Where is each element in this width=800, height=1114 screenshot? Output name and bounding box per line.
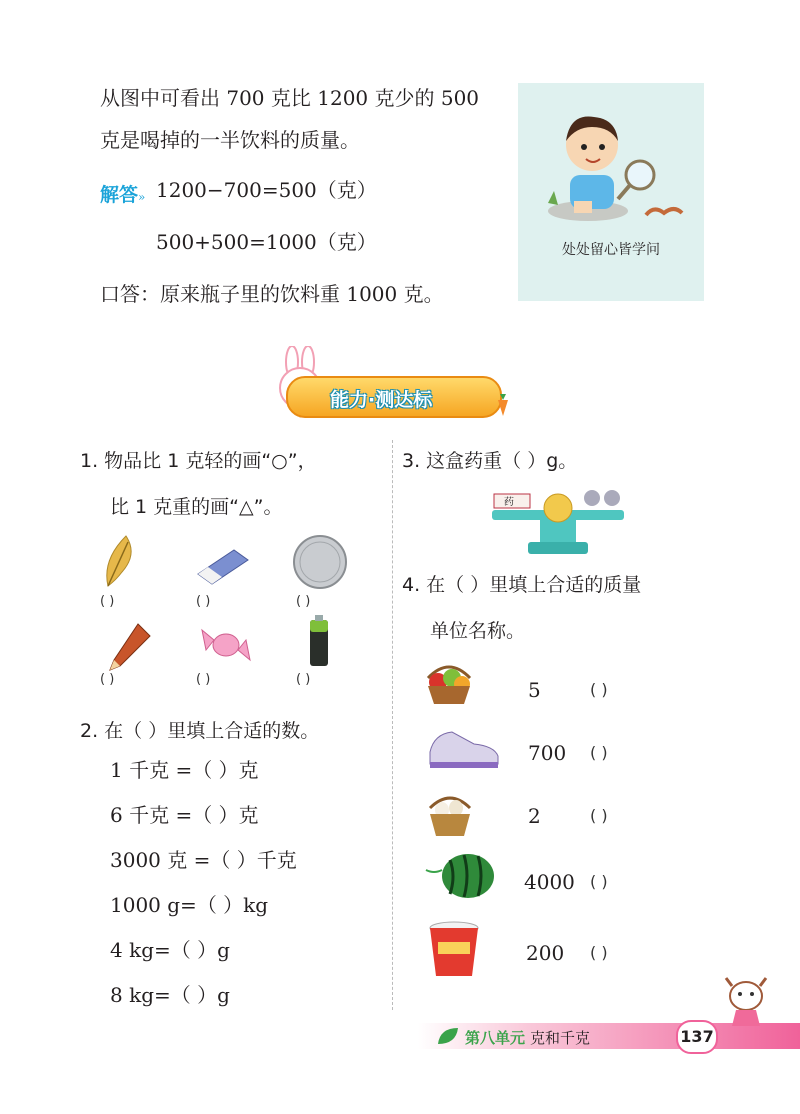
side-caption: 处处留心皆学问 bbox=[562, 242, 660, 258]
q4-answer-paren[interactable]: ( ) bbox=[590, 806, 608, 825]
q1-answer-paren[interactable]: ( ) bbox=[296, 672, 311, 687]
side-panel bbox=[518, 83, 704, 301]
q1-answer-paren[interactable]: ( ) bbox=[296, 594, 311, 609]
noodle-cup-icon bbox=[428, 920, 480, 978]
q1-answer-paren[interactable]: ( ) bbox=[196, 672, 211, 687]
q4-answer-paren[interactable]: ( ) bbox=[590, 680, 608, 699]
battery-icon bbox=[306, 614, 332, 668]
text-line-1: 从图中可看出 700 克比 1200 克少的 500 bbox=[100, 86, 480, 110]
leaf-icon bbox=[436, 1026, 460, 1046]
q2-row[interactable]: 4 kg=（ ）g bbox=[110, 938, 230, 962]
page-number: 137 bbox=[676, 1020, 718, 1054]
cow-mascot-icon bbox=[716, 976, 776, 1028]
equation-2: 500+500=1000（克） bbox=[156, 230, 377, 254]
q4-answer-paren[interactable]: ( ) bbox=[590, 872, 608, 891]
carrot-icon bbox=[494, 394, 512, 416]
q4-answer-paren[interactable]: ( ) bbox=[590, 943, 608, 962]
q2-row[interactable]: 8 kg=（ ）g bbox=[110, 983, 230, 1007]
sneaker-icon bbox=[424, 722, 502, 772]
q4-answer-paren[interactable]: ( ) bbox=[590, 743, 608, 762]
fruit-basket-icon bbox=[424, 654, 474, 706]
text-line-2: 克是喝掉的一半饮料的质量。 bbox=[100, 128, 360, 152]
q1-answer-paren[interactable]: ( ) bbox=[100, 594, 115, 609]
coin-icon bbox=[292, 534, 348, 590]
watermelon-icon bbox=[420, 850, 498, 900]
answer-arrow-icon: » bbox=[138, 190, 146, 204]
q4-value: 2 bbox=[528, 804, 541, 828]
medicine-box-label: 药 bbox=[504, 497, 514, 508]
q2-title: 2. 在（ ）里填上合适的数。 bbox=[80, 720, 320, 742]
q2-row[interactable]: 1 千克 =（ ）克 bbox=[110, 758, 259, 782]
q1-answer-paren[interactable]: ( ) bbox=[100, 672, 115, 687]
egg-basket-icon bbox=[426, 788, 474, 838]
q1-line-2: 比 1 克重的画“△”。 bbox=[110, 496, 283, 518]
footer-title: 克和千克 bbox=[530, 1029, 591, 1047]
q1-answer-paren[interactable]: ( ) bbox=[196, 594, 211, 609]
q4-line-2: 单位名称。 bbox=[430, 620, 526, 642]
column-divider bbox=[392, 440, 393, 1010]
pencil-icon bbox=[108, 622, 154, 672]
q4-value: 700 bbox=[528, 741, 567, 765]
conclusion: 口答：原来瓶子里的饮料重 1000 克。 bbox=[100, 282, 444, 306]
q4-line-1: 4. 在（ ）里填上合适的质量 bbox=[402, 574, 642, 596]
q4-value: 200 bbox=[526, 941, 565, 965]
q4-value: 4000 bbox=[524, 870, 575, 894]
answer-label-group bbox=[100, 180, 145, 207]
q1-line-1: 1. 物品比 1 克轻的画“○”， bbox=[80, 450, 317, 472]
q2-row[interactable]: 1000 g=（ ）kg bbox=[110, 893, 269, 917]
feather-icon bbox=[98, 532, 144, 588]
equation-1: 1200−700=500（克） bbox=[156, 178, 377, 202]
answer-label: 解答 bbox=[100, 184, 139, 206]
eraser-icon bbox=[194, 546, 252, 586]
q2-row[interactable]: 3000 克 =（ ）千克 bbox=[110, 848, 297, 872]
scale-icon bbox=[488, 480, 628, 558]
q3-title[interactable]: 3. 这盒药重（ ）g。 bbox=[402, 450, 578, 472]
candy-icon bbox=[200, 622, 252, 668]
boy-magnifier-icon bbox=[518, 83, 704, 233]
q4-value: 5 bbox=[528, 678, 541, 702]
footer-unit: 第八单元 bbox=[465, 1029, 526, 1047]
q2-row[interactable]: 6 千克 =（ ）克 bbox=[110, 803, 259, 827]
banner-title: 能力·测达标 bbox=[330, 389, 433, 411]
